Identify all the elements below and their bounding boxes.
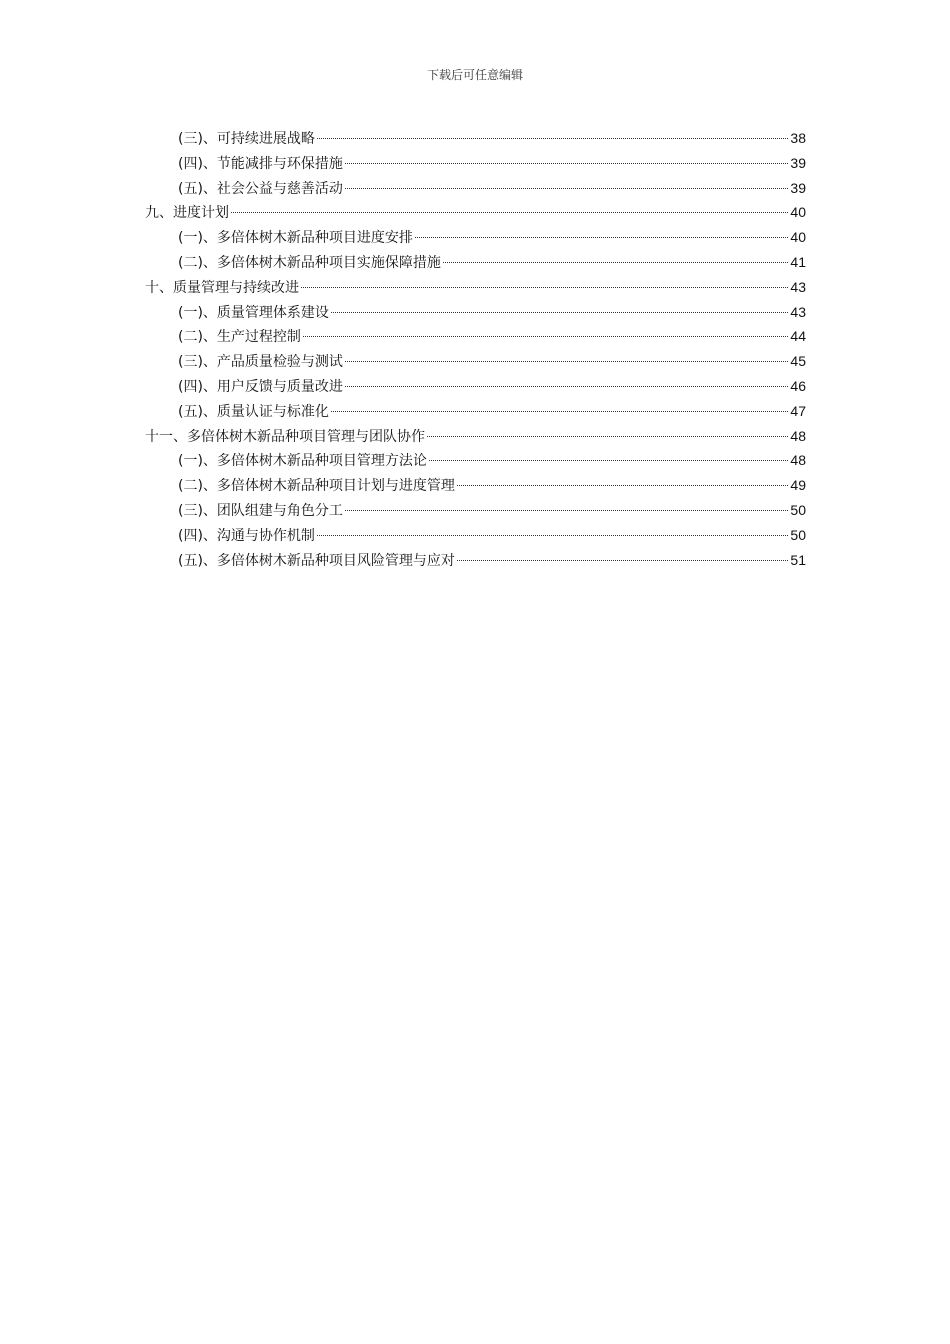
toc-entry-page: 50	[790, 526, 806, 543]
toc-entry-label: (四)、沟通与协作机制	[178, 527, 315, 544]
toc-entry-page: 39	[790, 179, 806, 196]
toc-entry-page: 44	[790, 328, 806, 345]
toc-entry-label: (四)、节能减排与环保措施	[178, 155, 343, 172]
toc-entry-page: 43	[790, 278, 806, 295]
toc-entry[interactable]	[145, 473, 806, 498]
toc-entry-label: 十、质量管理与持续改进	[145, 279, 299, 296]
toc-entry-page: 40	[790, 204, 806, 221]
toc-leader-dots	[317, 535, 788, 536]
toc-leader-dots	[317, 138, 788, 139]
toc-entry[interactable]	[145, 275, 806, 300]
toc-leader-dots	[457, 560, 788, 561]
toc-entry[interactable]	[145, 151, 806, 176]
toc-entry[interactable]	[145, 349, 806, 374]
toc-entry-label: (一)、质量管理体系建设	[178, 304, 329, 321]
toc-entry-label: (二)、生产过程控制	[178, 329, 301, 346]
table-of-contents	[145, 126, 806, 572]
toc-entry[interactable]	[145, 424, 806, 449]
toc-entry[interactable]	[145, 374, 806, 399]
toc-entry-label: (一)、多倍体树木新品种项目管理方法论	[178, 453, 427, 470]
toc-leader-dots	[345, 510, 788, 511]
toc-entry-page: 41	[790, 253, 806, 270]
toc-entry-page: 46	[790, 377, 806, 394]
toc-entry-label: 十一、多倍体树木新品种项目管理与团队协作	[145, 428, 425, 445]
toc-entry[interactable]	[145, 448, 806, 473]
toc-leader-dots	[301, 287, 788, 288]
toc-entry-label: (四)、用户反馈与质量改进	[178, 378, 343, 395]
page-header: 下载后可任意编辑	[426, 68, 523, 82]
toc-entry[interactable]	[145, 399, 806, 424]
toc-entry-label: (一)、多倍体树木新品种项目进度安排	[178, 230, 413, 247]
toc-entry-page: 47	[790, 402, 806, 419]
toc-entry-page: 49	[790, 477, 806, 494]
toc-leader-dots	[303, 336, 788, 337]
toc-entry[interactable]	[145, 200, 806, 225]
toc-entry[interactable]	[145, 498, 806, 523]
toc-entry-page: 43	[790, 303, 806, 320]
toc-leader-dots	[457, 485, 788, 486]
toc-entry-page: 40	[790, 229, 806, 246]
toc-leader-dots	[345, 163, 788, 164]
toc-entry-label: (五)、质量认证与标准化	[178, 403, 329, 420]
toc-entry-page: 45	[790, 353, 806, 370]
toc-leader-dots	[345, 361, 788, 362]
toc-leader-dots	[331, 411, 788, 412]
toc-entry-page: 38	[790, 130, 806, 146]
toc-entry-page: 51	[790, 551, 806, 568]
toc-entry-label: (三)、可持续进展战略	[178, 131, 315, 147]
toc-entry-label: (三)、团队组建与角色分工	[178, 502, 343, 519]
toc-entry-label: (二)、多倍体树木新品种项目计划与进度管理	[178, 478, 455, 495]
toc-leader-dots	[231, 212, 788, 213]
toc-leader-dots	[443, 262, 788, 263]
toc-entry-label: (五)、社会公益与慈善活动	[178, 180, 343, 197]
toc-entry-label: (五)、多倍体树木新品种项目风险管理与应对	[178, 552, 455, 569]
toc-entry-page: 48	[790, 427, 806, 444]
toc-leader-dots	[427, 436, 788, 437]
toc-leader-dots	[429, 460, 788, 461]
toc-entry[interactable]	[145, 324, 806, 349]
toc-entry[interactable]	[145, 126, 806, 151]
toc-entry[interactable]	[145, 225, 806, 250]
toc-entry-page: 39	[790, 154, 806, 171]
toc-entry-label: 九、进度计划	[145, 205, 229, 222]
toc-entry[interactable]	[145, 176, 806, 201]
toc-leader-dots	[331, 312, 788, 313]
toc-entry-page: 48	[790, 452, 806, 469]
toc-entry-label: (二)、多倍体树木新品种项目实施保障措施	[178, 254, 441, 271]
toc-entry[interactable]	[145, 300, 806, 325]
toc-entry[interactable]	[145, 523, 806, 548]
toc-entry[interactable]	[145, 250, 806, 275]
toc-leader-dots	[415, 237, 788, 238]
toc-leader-dots	[345, 188, 788, 189]
toc-entry-label: (三)、产品质量检验与测试	[178, 354, 343, 371]
toc-entry[interactable]	[145, 548, 806, 573]
toc-entry-page: 50	[790, 501, 806, 518]
toc-leader-dots	[345, 386, 788, 387]
